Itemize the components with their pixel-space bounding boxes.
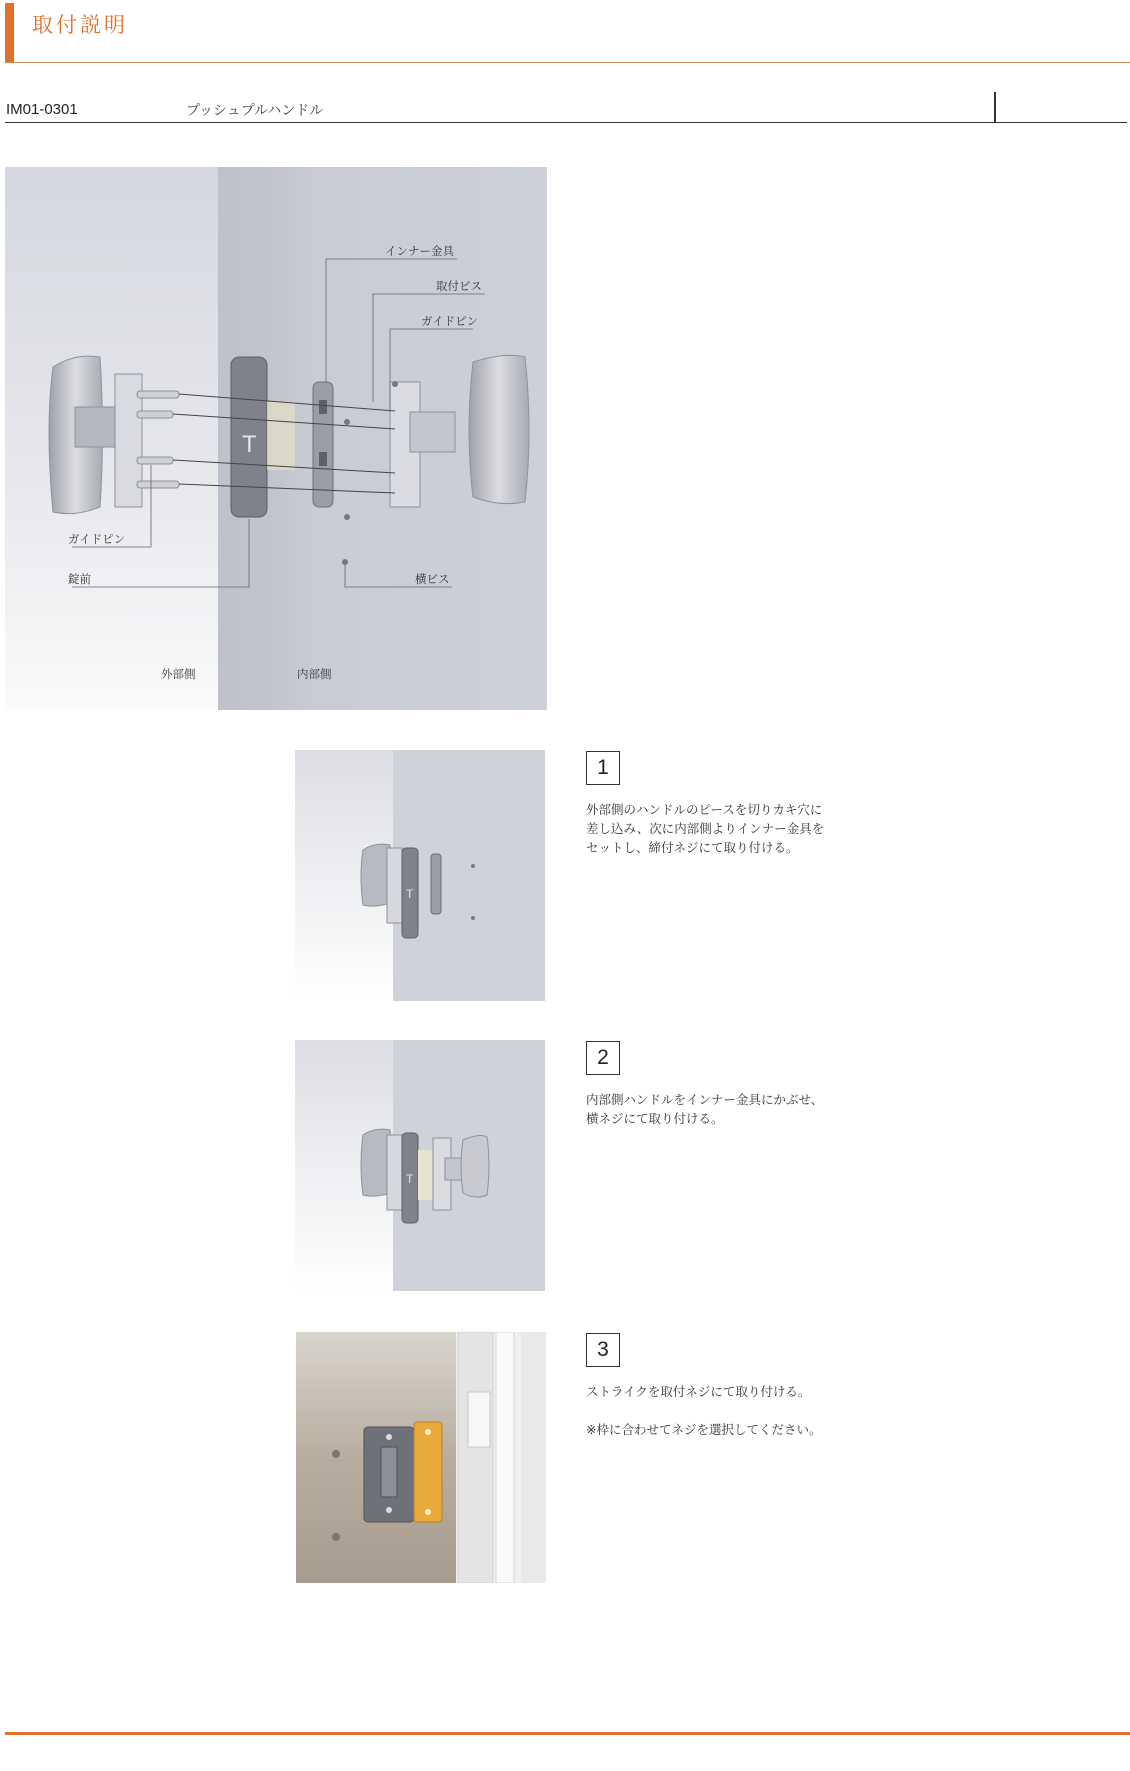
guide-pin-icon xyxy=(137,481,179,488)
bracket-slot xyxy=(319,452,327,466)
lock-t-mark: T xyxy=(242,431,257,458)
footer-divider xyxy=(5,1732,1130,1735)
step1-line: 差し込み、次に内部側よりインナー金具を xyxy=(586,821,825,836)
label-inside: 内部側 xyxy=(297,667,332,681)
model-number: IM01-0301 xyxy=(6,101,78,118)
guide-pin-icon xyxy=(137,411,173,418)
inside-handle-stem xyxy=(410,412,455,452)
screw-icon xyxy=(392,381,398,387)
exploded-diagram xyxy=(5,167,547,710)
bracket-slot xyxy=(319,400,327,414)
screw-icon xyxy=(344,419,350,425)
step1-image xyxy=(295,750,545,1001)
step1-text xyxy=(586,800,856,857)
step3-image xyxy=(296,1332,546,1583)
label-mount-screw: 取付ビス xyxy=(436,279,482,293)
step2-image xyxy=(295,1040,545,1291)
label-outside: 外部側 xyxy=(161,667,196,681)
step1-line: 外部側のハンドルのピースを切りカキ穴に xyxy=(586,802,823,817)
side-screw-icon xyxy=(342,559,348,565)
guide-pin-icon xyxy=(137,457,173,464)
inside-handle-icon xyxy=(469,355,529,503)
step2-line: 内部側ハンドルをインナー金具にかぶせ、 xyxy=(586,1092,824,1107)
label-guide-pin-left: ガイドピン xyxy=(68,532,126,546)
step2-text xyxy=(586,1090,856,1128)
page-title: 取付説明 xyxy=(32,13,128,37)
svg-text:T: T xyxy=(406,1172,414,1186)
header-divider xyxy=(5,62,1130,63)
product-name: プッシュプルハンドル xyxy=(186,103,324,119)
label-inner-bracket: インナー金具 xyxy=(385,244,454,258)
header-tick xyxy=(994,92,996,122)
step2-line: 横ネジにて取り付ける。 xyxy=(586,1111,724,1126)
step3-line: ストライクを取付ネジにて取り付ける。 xyxy=(586,1384,811,1399)
label-guide-pin-right: ガイドピン xyxy=(421,314,479,328)
step3-text xyxy=(586,1382,856,1401)
svg-text:T: T xyxy=(406,887,414,901)
guide-pin-icon xyxy=(137,391,179,398)
product-divider xyxy=(5,122,1127,123)
label-lock-front: 錠前 xyxy=(68,572,91,586)
step-number-2: 2 xyxy=(586,1041,620,1075)
label-side-screw: 横ビス xyxy=(415,572,450,586)
step1-line: セットし、締付ネジにて取り付ける。 xyxy=(586,840,799,855)
title-accent-bar xyxy=(5,3,14,63)
step-number-1: 1 xyxy=(586,751,620,785)
screw-icon xyxy=(344,514,350,520)
latch-cutout xyxy=(267,402,295,470)
step3-note: ※枠に合わせてネジを選択してください。 xyxy=(586,1422,822,1437)
step-number-3: 3 xyxy=(586,1333,620,1367)
